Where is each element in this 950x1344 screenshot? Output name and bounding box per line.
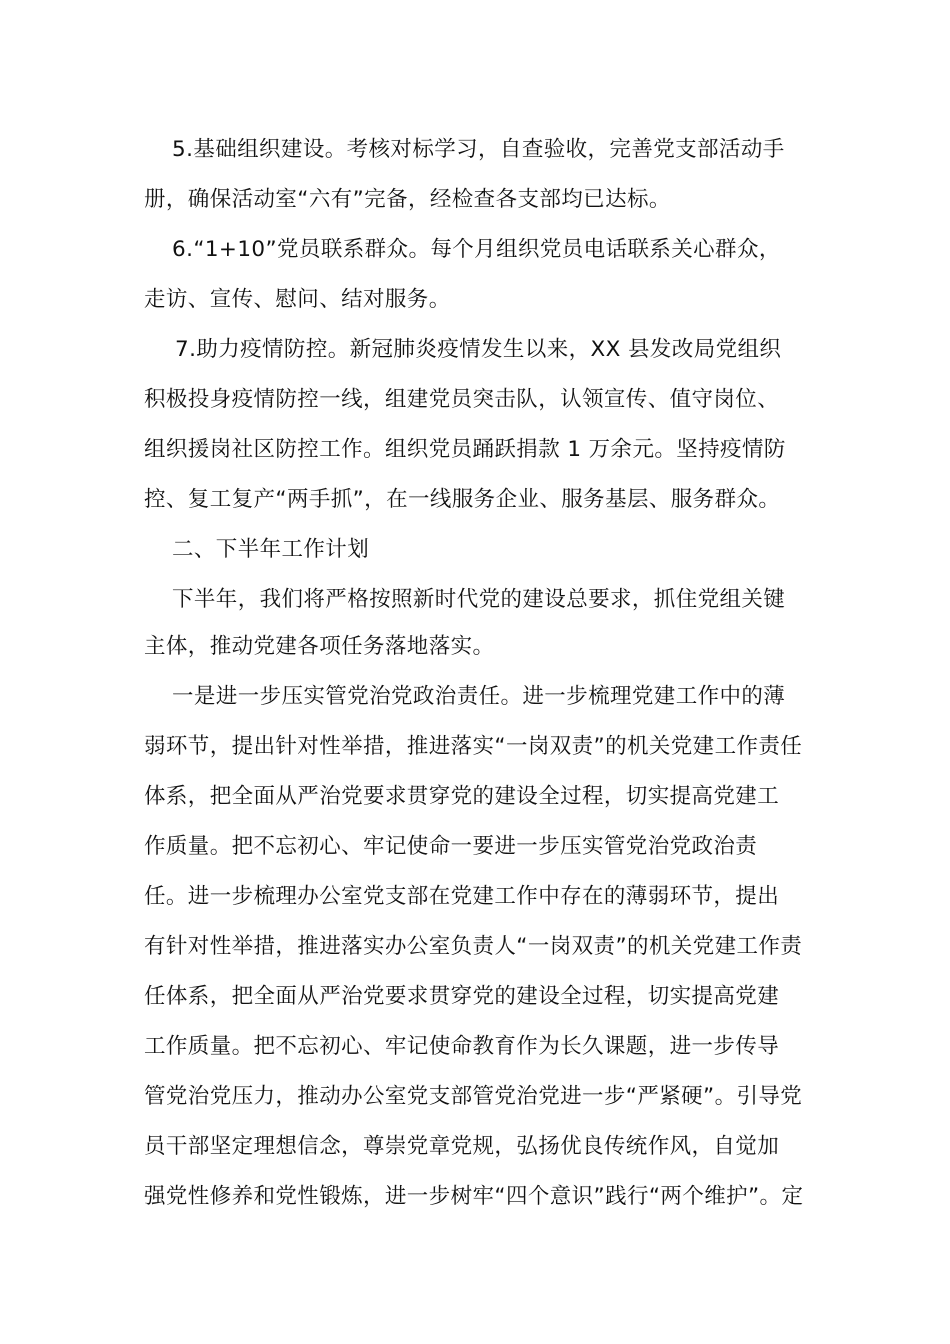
paragraph-line: 下半年，我们将严格按照新时代党的建设总要求，抓住党组关键: [172, 587, 786, 612]
paragraph-line: 走访、宣传、慰问、结对服务。: [144, 287, 451, 312]
paragraph-line: 一是进一步压实管党治党政治责任。进一步梳理党建工作中的薄: [172, 684, 786, 709]
paragraph-line: 任体系，把全面从严治党要求贯穿党的建设全过程，切实提高党建: [144, 984, 780, 1009]
paragraph-line: 册，确保活动室“六有”完备，经检查各支部均已达标。: [144, 187, 671, 212]
section-heading: 二、下半年工作计划: [172, 537, 370, 562]
paragraph-line: 管党治党压力，推动办公室党支部管党治党进一步“严紧硬”。引导党: [144, 1084, 803, 1109]
paragraph-line: 作质量。把不忘初心、牢记使命一要进一步压实管党治党政治责: [144, 834, 758, 859]
paragraph-line: 员干部坚定理想信念，尊崇党章党规，弘扬优良传统作风，自觉加: [144, 1134, 780, 1159]
paragraph-line: 控、复工复产“两手抓”，在一线服务企业、服务基层、服务群众。: [144, 487, 781, 512]
paragraph-line: 组织援岗社区防控工作。组织党员踊跃捐款 1 万余元。坚持疫情防: [144, 437, 786, 462]
paragraph-line: 弱环节，提出针对性举措，推进落实“一岗双责”的机关党建工作责任: [144, 734, 803, 759]
paragraph-line: 工作质量。把不忘初心、牢记使命教育作为长久课题，进一步传导: [144, 1034, 780, 1059]
paragraph-line: 强党性修养和党性锻炼，进一步树牢“四个意识”践行“两个维护”。定: [144, 1184, 804, 1209]
paragraph-line: 6.“1+10”党员联系群众。每个月组织党员电话联系关心群众，: [172, 237, 781, 262]
paragraph-line: 有针对性举措，推进落实办公室负责人“一岗双责”的机关党建工作责: [144, 934, 803, 959]
paragraph-line: 7.助力疫情防控。新冠肺炎疫情发生以来，XX 县发改局党组织: [175, 337, 782, 362]
paragraph-line: 5.基础组织建设。考核对标学习，自查验收，完善党支部活动手: [172, 137, 785, 162]
paragraph-line: 主体，推动党建各项任务落地落实。: [144, 634, 495, 659]
paragraph-line: 任。进一步梳理办公室党支部在党建工作中存在的薄弱环节，提出: [144, 884, 780, 909]
paragraph-line: 体系，把全面从严治党要求贯穿党的建设全过程，切实提高党建工: [144, 784, 780, 809]
paragraph-line: 积极投身疫情防控一线，组建党员突击队，认领宣传、值守岗位、: [144, 387, 780, 412]
